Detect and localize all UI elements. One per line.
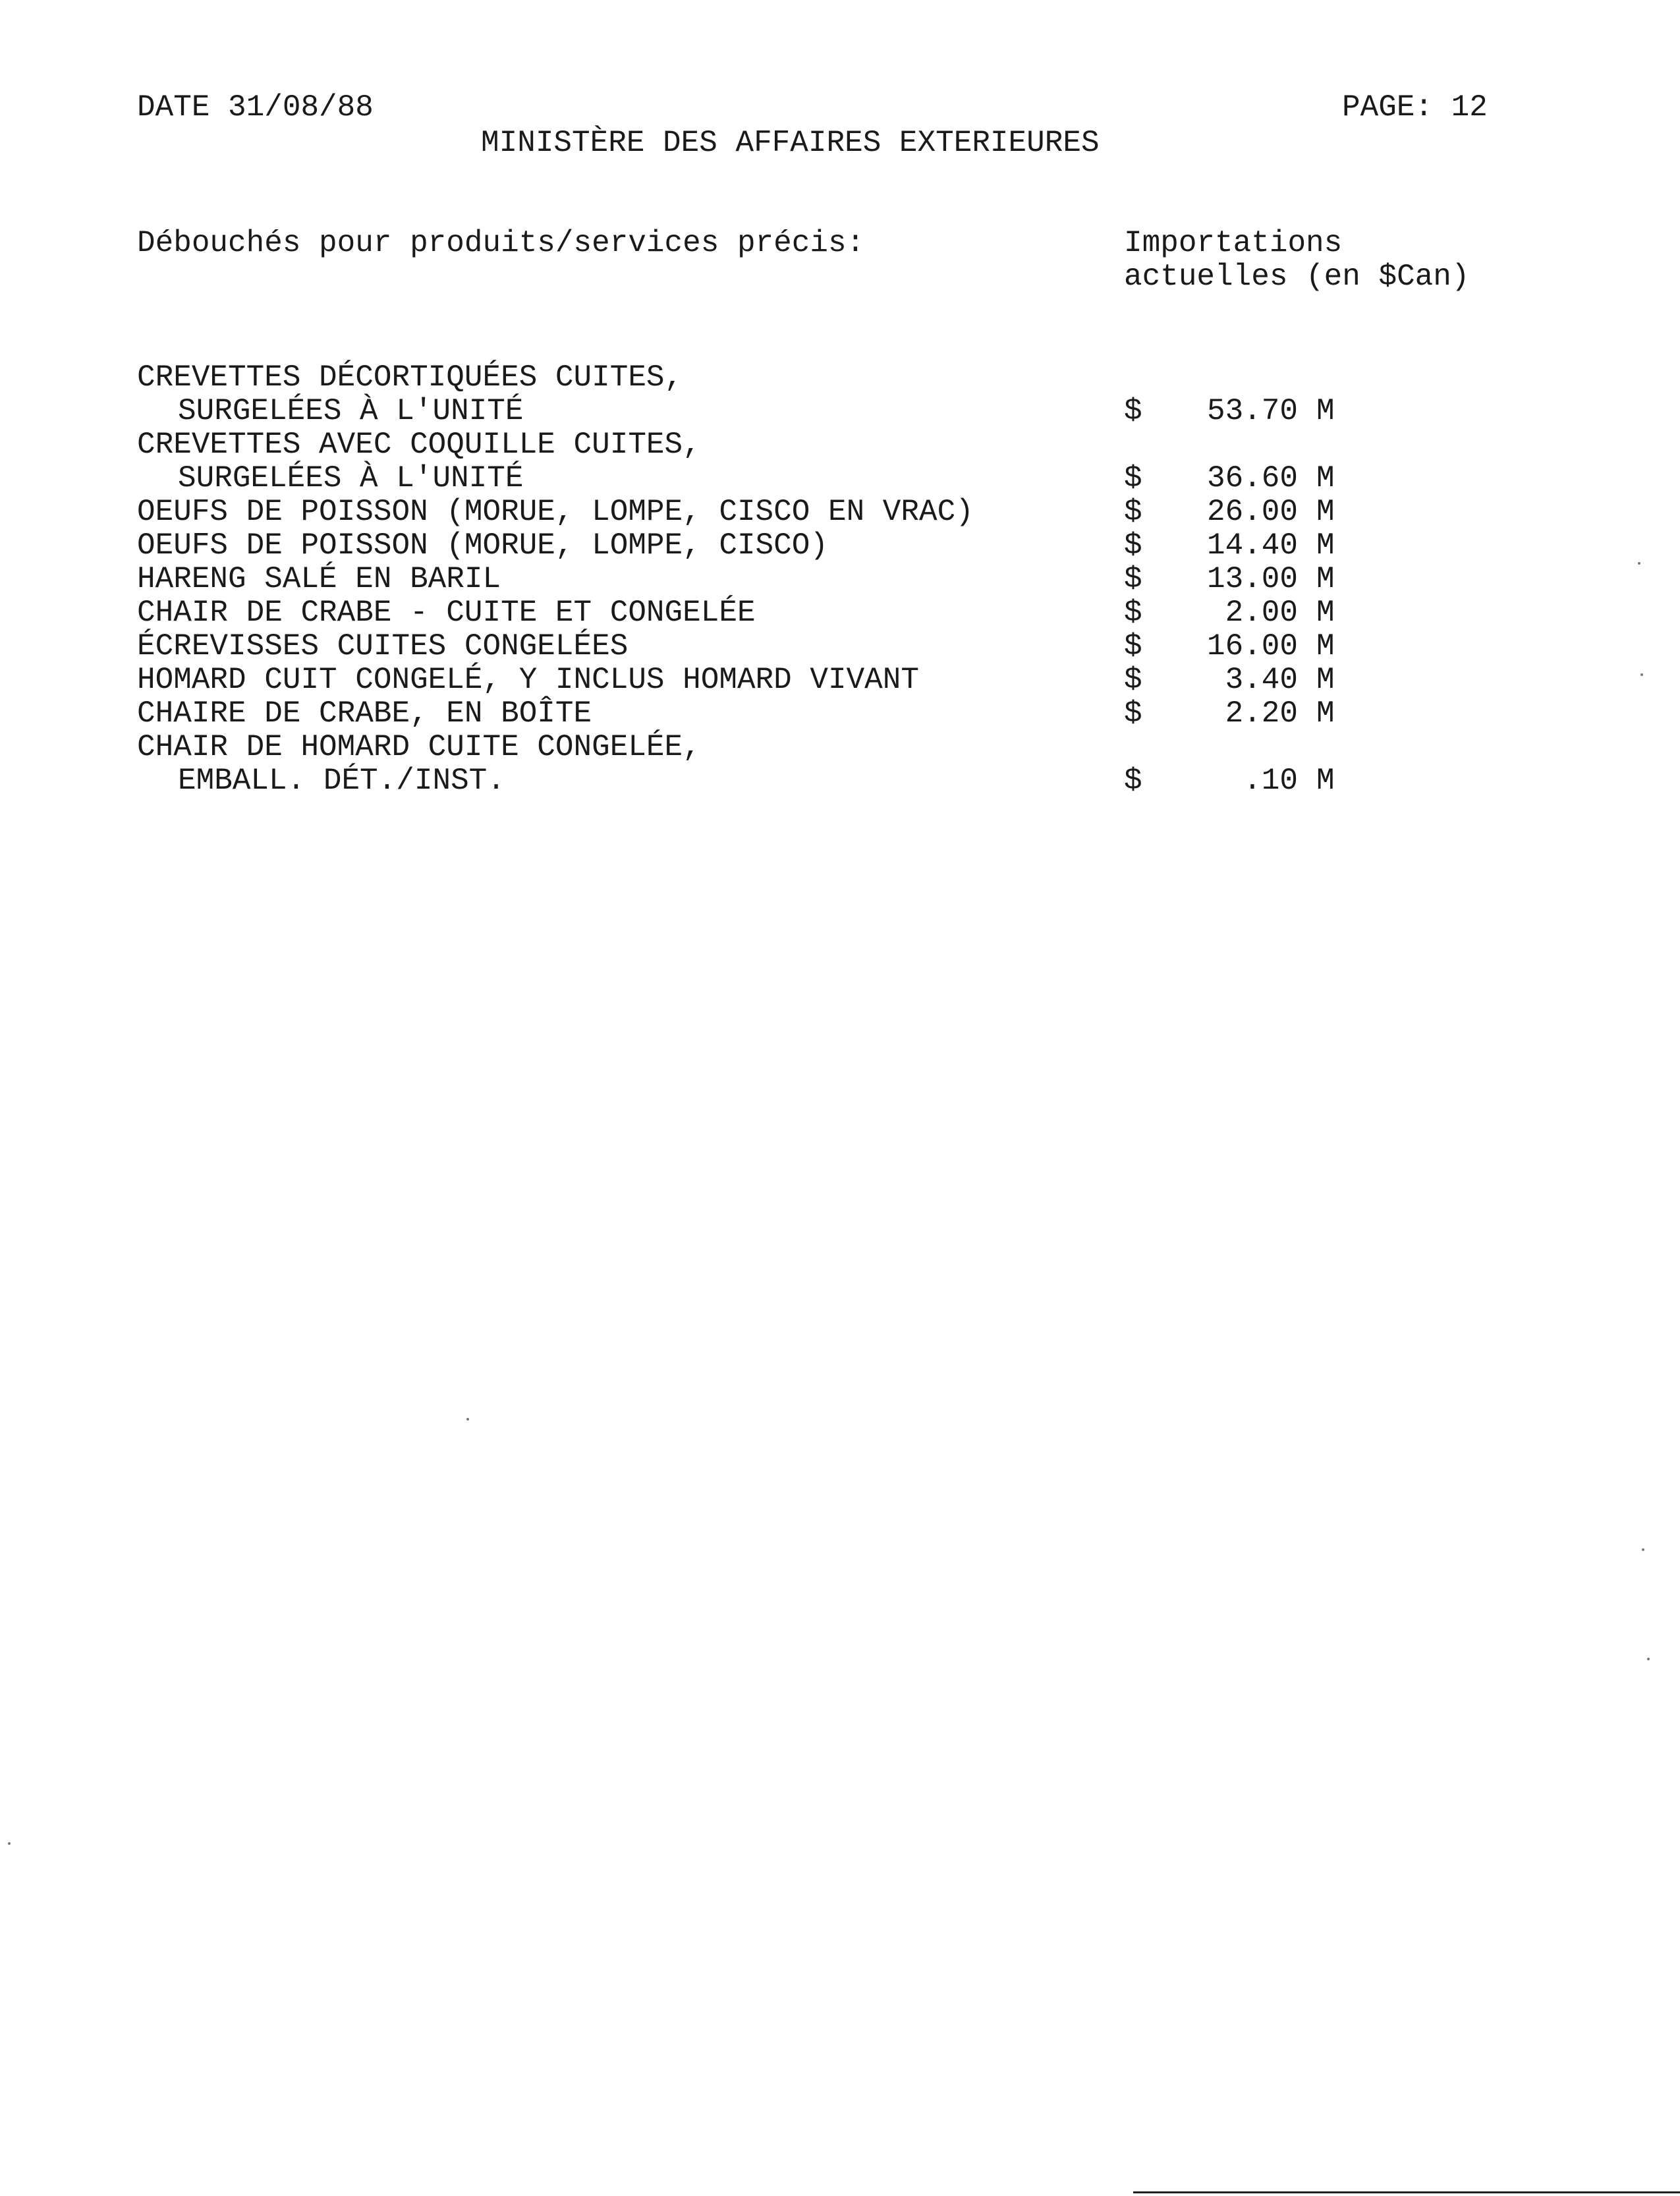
list-item: [137, 596, 1389, 630]
scan-speck: [1638, 562, 1640, 565]
document-date: DATE 31/08/88: [137, 90, 374, 125]
imports-column-heading-line1: Importations: [1124, 226, 1343, 260]
import-value: 36.60: [1206, 461, 1298, 495]
list-item: [137, 361, 1389, 428]
page-bottom-rule: [1133, 2191, 1680, 2193]
product-name: ÉCREVISSES CUITES CONGELÉES: [137, 629, 629, 663]
currency-symbol: $: [1124, 461, 1142, 495]
product-import-list: [137, 361, 1389, 798]
currency-symbol: $: [1124, 596, 1142, 630]
currency-symbol: $: [1124, 394, 1142, 428]
import-amount: [1124, 663, 1335, 697]
product-name: CREVETTES DÉCORTIQUÉES CUITES,: [137, 360, 683, 395]
product-name: OEUFS DE POISSON (MORUE, LOMPE, CISCO): [137, 528, 828, 563]
value-unit: M: [1316, 528, 1335, 563]
currency-symbol: $: [1124, 528, 1142, 563]
product-name: CHAIR DE CRABE - CUITE ET CONGELÉE: [137, 596, 756, 630]
value-unit: M: [1316, 764, 1335, 798]
scan-speck: [466, 1418, 469, 1421]
value-unit: M: [1316, 696, 1335, 731]
list-item: [137, 697, 1389, 731]
scan-speck: [1640, 673, 1643, 676]
currency-symbol: $: [1124, 495, 1142, 529]
list-item: [137, 563, 1389, 596]
products-column-label: Débouchés pour produits/services précis:: [137, 226, 865, 260]
product-name-continuation: SURGELÉES À L'UNITÉ: [178, 394, 524, 428]
scan-speck: [1642, 1548, 1644, 1551]
list-item: [137, 428, 1389, 495]
import-amount: [1124, 495, 1335, 529]
list-item: [137, 731, 1389, 798]
product-name-continuation: EMBALL. DÉT./INST.: [178, 764, 505, 798]
product-name: CHAIR DE HOMARD CUITE CONGELÉE,: [137, 730, 701, 764]
value-unit: M: [1316, 596, 1335, 630]
imports-column-heading-line2: actuelles (en $Can): [1124, 260, 1470, 294]
scan-speck: [1647, 1658, 1650, 1660]
list-item: [137, 495, 1389, 529]
product-name: CREVETTES AVEC COQUILLE CUITES,: [137, 428, 701, 462]
import-value: .10: [1243, 764, 1298, 798]
list-item: [137, 529, 1389, 563]
product-name: CHAIRE DE CRABE, EN BOÎTE: [137, 696, 592, 731]
scan-speck: [8, 1842, 11, 1845]
import-amount: [1124, 630, 1335, 663]
import-value: 2.20: [1225, 696, 1298, 731]
import-amount: [1124, 764, 1335, 798]
value-unit: M: [1316, 663, 1335, 697]
currency-symbol: $: [1124, 562, 1142, 596]
value-unit: M: [1316, 394, 1335, 428]
product-name-continuation: SURGELÉES À L'UNITÉ: [178, 461, 524, 495]
value-unit: M: [1316, 562, 1335, 596]
product-name: OEUFS DE POISSON (MORUE, LOMPE, CISCO EN VRAC): [137, 495, 974, 529]
ministry-title: MINISTÈRE DES AFFAIRES EXTERIEURES: [481, 126, 1100, 160]
value-unit: M: [1316, 495, 1335, 529]
import-value: 13.00: [1206, 562, 1298, 596]
currency-symbol: $: [1124, 663, 1142, 697]
product-name: HOMARD CUIT CONGELÉ, Y INCLUS HOMARD VIVANT: [137, 663, 919, 697]
page-number: PAGE: 12: [1342, 90, 1488, 125]
import-value: 53.70: [1206, 394, 1298, 428]
value-unit: M: [1316, 629, 1335, 663]
list-item: [137, 663, 1389, 697]
import-value: 16.00: [1206, 629, 1298, 663]
import-value: 2.00: [1225, 596, 1298, 630]
import-value: 26.00: [1206, 495, 1298, 529]
import-amount: [1124, 462, 1335, 495]
import-amount: [1124, 697, 1335, 731]
currency-symbol: $: [1124, 764, 1142, 798]
import-value: 3.40: [1225, 663, 1298, 697]
list-item: [137, 630, 1389, 663]
import-amount: [1124, 596, 1335, 630]
currency-symbol: $: [1124, 629, 1142, 663]
product-name: HARENG SALÉ EN BARIL: [137, 562, 501, 596]
value-unit: M: [1316, 461, 1335, 495]
import-amount: [1124, 395, 1335, 428]
currency-symbol: $: [1124, 696, 1142, 731]
import-value: 14.40: [1206, 528, 1298, 563]
import-amount: [1124, 563, 1335, 596]
import-amount: [1124, 529, 1335, 563]
